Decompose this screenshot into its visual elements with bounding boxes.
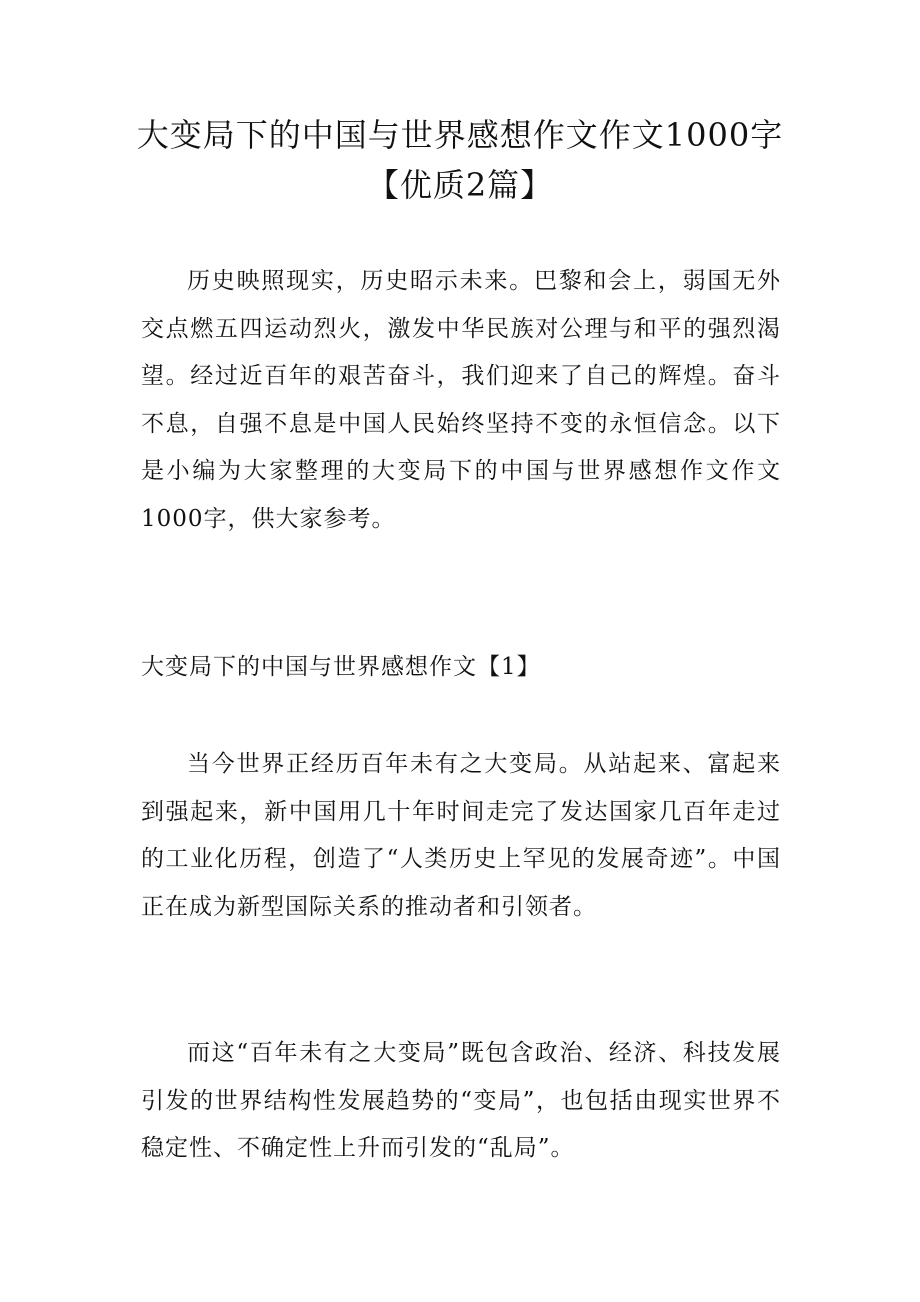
section-heading: 大变局下的中国与世界感想作文【1】 [141, 654, 541, 680]
body-paragraph-1: 当今世界正经历百年未有之大变局。从站起来、富起来到强起来，新中国用几十年时间走完了发达国家几百年走过的工业化历程，创造了“人类历史上罕见的发展奇迹”。中国正在成为新型国际关系的推动者和引领者。 [141, 751, 781, 920]
intro-paragraph: 历史映照现实，历史昭示未来。巴黎和会上，弱国无外交点燃五四运动烈火，激发中华民族对公理与和平的强烈渴望。经过近百年的艰苦奋斗，我们迎来了自己的辉煌。奋斗不息，自强不息是中国人民始终坚持不变的永恒信念。以下是小编为大家整理的大变局下的中国与世界感想作文作文1000字，供大家参考。 [141, 268, 781, 532]
body-paragraph-2: 而这“百年未有之大变局”既包含政治、经济、科技发展引发的世界结构性发展趋势的“变局”，也包括由现实世界不稳定性、不确定性上升而引发的“乱局”。 [141, 1040, 781, 1161]
document-title: 大变局下的中国与世界感想作文作文1000字【优质2篇】 [136, 116, 784, 204]
